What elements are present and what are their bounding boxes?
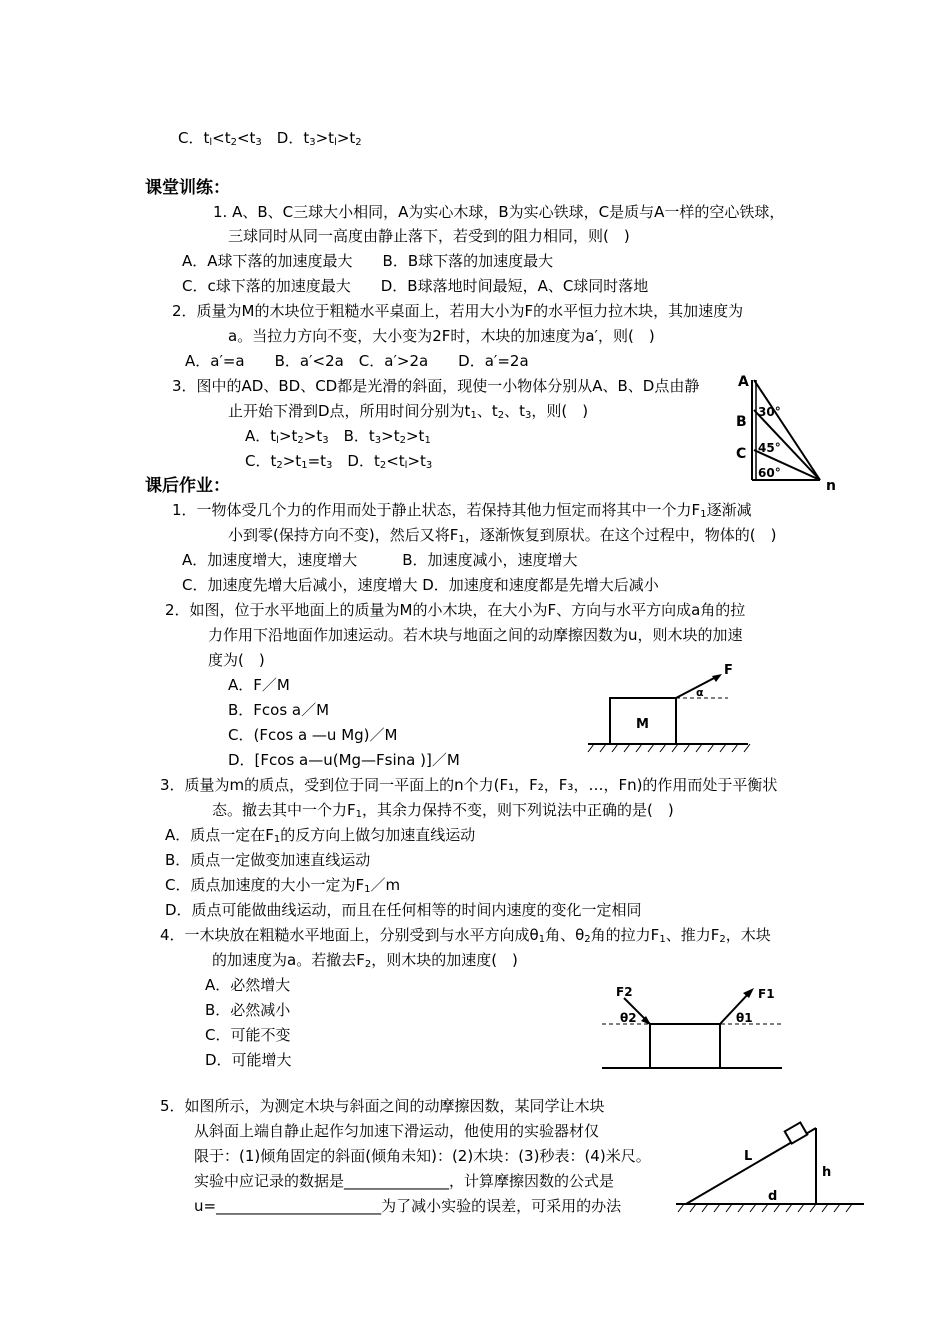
sub: 2 — [584, 934, 591, 945]
label-theta2: θ2 — [620, 1011, 637, 1025]
text: 角、θ — [545, 926, 585, 944]
text: >t — [282, 452, 302, 470]
text: 4．一木块放在粗糙水平地面上，分别受到与水平方向成θ — [160, 926, 539, 944]
question-text: u=______________________为了减小实验的误差，可采用的办法 — [194, 1197, 622, 1215]
angle-30: 30° — [758, 405, 781, 419]
incline-block-figure — [676, 1116, 866, 1220]
sub: 1 — [301, 460, 308, 471]
text: 角的拉力F — [590, 926, 660, 944]
text: >t — [278, 427, 298, 445]
answer-options: A．A球下落的加速度最大 B．B球下落的加速度最大 — [182, 252, 554, 270]
text: C．t — [178, 129, 210, 147]
sub: l — [334, 137, 337, 148]
text: >t — [405, 427, 425, 445]
answer-option — [165, 825, 475, 850]
question-text: 2．如图，位于水平地面上的质量为M的小木块，在大小为F、方向与水平方向成a角的拉 — [165, 601, 746, 619]
answer-option — [165, 875, 400, 900]
text: 小到零(保持方向不变)，然后又将F — [228, 526, 459, 544]
text: 逐渐减 — [706, 501, 752, 519]
sub: 3 — [326, 460, 333, 471]
block-label: M — [636, 717, 649, 732]
answer-option: C．(Fcos a —u Mg)／M — [228, 726, 398, 744]
text: C．质点加速度的大小一定为F — [165, 876, 365, 894]
question-text: 5．如图所示，为测定木块与斜面之间的动摩擦因数，某同学让木块 — [160, 1097, 605, 1115]
text: >t — [381, 427, 400, 445]
label-b: B — [736, 414, 747, 430]
sub: 1 — [364, 884, 371, 895]
question-text — [212, 800, 674, 825]
label-l: L — [744, 1149, 753, 1164]
question-text — [228, 525, 776, 550]
label-f1: F1 — [758, 987, 775, 1001]
sub: 3 — [425, 460, 433, 471]
label-d: d — [768, 1189, 778, 1204]
answer-option: D．可能增大 — [205, 1051, 292, 1069]
answer-options — [245, 451, 432, 476]
sub: 1 — [273, 834, 281, 845]
block-force-figure — [588, 660, 748, 760]
angle-label: α — [696, 686, 704, 699]
sub: l — [209, 137, 213, 148]
section-heading-classwork: 课堂训练： — [145, 178, 230, 198]
sub: 1 — [538, 934, 546, 945]
text: 1．一物体受几个力的作用而处于静止状态，若保持其他力恒定而将其中一个力F — [172, 501, 701, 519]
text: >t — [336, 129, 356, 147]
text: D．t — [261, 129, 310, 147]
question-text: 限于：(1)倾角固定的斜面(倾角未知)：(2)木块：(3)秒表：(4)米尺。 — [194, 1147, 651, 1165]
answer-option: B．质点一定做变加速直线运动 — [165, 851, 371, 869]
text: 的反方向上做匀加速直线运动 — [280, 826, 476, 844]
sub: 3 — [255, 137, 262, 148]
answer-option: B．必然减小 — [205, 1001, 291, 1019]
question-text: 实验中应记录的数据是______________，计算摩擦因数的公式是 — [194, 1172, 615, 1190]
sub: 2 — [379, 460, 387, 471]
incline-figure — [730, 370, 840, 494]
text: C．t — [245, 452, 277, 470]
sub: 1 — [458, 534, 465, 545]
angle-60: 60° — [758, 466, 781, 480]
answer-option: B．Fcos a／M — [228, 701, 330, 719]
label-c: C — [736, 446, 747, 462]
sub: 1 — [470, 410, 477, 421]
text: ，木块 — [725, 926, 771, 944]
text: 、t — [504, 402, 525, 420]
sub: l — [276, 435, 279, 446]
text: 、t — [476, 402, 498, 420]
text: 止开始下滑到D点，所用时间分别为t — [228, 402, 471, 420]
sub: 2 — [497, 410, 505, 421]
text: ，则木块的加速度( ) — [371, 951, 518, 969]
question-text — [228, 401, 588, 426]
question-text: 三球同时从同一高度由静止落下，若受到的阻力相同，则( ) — [228, 227, 630, 245]
sub: l — [404, 460, 408, 471]
answer-options: C．c球下落的加速度最大 D．B球落地时间最短，A、C球同时落地 — [182, 277, 649, 295]
answer-option: D．[Fcos a—u(Mg—Fsina )]／M — [228, 751, 460, 769]
answer-options: C．加速度先增大后减小，速度增大 D．加速度和速度都是先增大后减小 — [182, 576, 659, 594]
text: =t — [307, 452, 327, 470]
text: ，逐渐恢复到原状。在这个过程中，物体的( ) — [464, 526, 777, 544]
sub: 2 — [719, 934, 726, 945]
text: >t — [315, 129, 335, 147]
answer-option: A．F／M — [228, 676, 290, 694]
text: ／m — [370, 876, 401, 894]
top-answer-options — [178, 128, 362, 153]
force-label: F — [724, 663, 733, 678]
sub: 2 — [399, 435, 406, 446]
question-text: 从斜面上端自静止起作匀加速下滑运动，他使用的实验器材仅 — [194, 1122, 600, 1140]
question-text: 3．图中的AD、BD、CD都是光滑的斜面，现使一小物体分别从A、B、D点由静 — [172, 377, 700, 395]
text: >t — [407, 452, 426, 470]
text: D．t — [332, 452, 380, 470]
sub: 2 — [364, 959, 372, 970]
question-text: 度为( ) — [208, 651, 265, 669]
sub: 3 — [374, 435, 382, 446]
text: B．t — [328, 427, 375, 445]
label-theta1: θ1 — [736, 1011, 753, 1025]
sub: 2 — [297, 435, 304, 446]
sub: 3 — [309, 137, 316, 148]
two-force-figure — [602, 978, 782, 1074]
question-text: 3．质量为m的质点，受到位于同一平面上的n个力(F₁，F₂，F₃，…，Fn)的作用而处于平衡状 — [160, 776, 778, 794]
text: A．质点一定在F — [165, 826, 274, 844]
text: <t — [236, 129, 256, 147]
label-h: h — [822, 1165, 832, 1180]
label-d: n — [826, 478, 836, 494]
text: <t — [386, 452, 405, 470]
section-heading-homework: 课后作业： — [145, 476, 230, 496]
sub: 2 — [230, 137, 237, 148]
text: <t — [212, 129, 231, 147]
sub: 2 — [276, 460, 283, 471]
answer-option: D．质点可能做曲线运动，而且在任何相等的时间内速度的变化一定相同 — [165, 901, 642, 919]
question-text: a。当拉力方向不变，大小变为2F时，木块的加速度为a′，则( ) — [228, 327, 655, 345]
sub: 1 — [659, 934, 666, 945]
label-f2: F2 — [616, 985, 633, 999]
question-text — [160, 925, 771, 950]
sub: 2 — [355, 137, 362, 148]
question-text — [172, 500, 752, 525]
angle-45: 45° — [758, 441, 781, 455]
answer-options: A．加速度增大，速度增大 B．加速度减小，速度增大 — [182, 551, 578, 569]
sub: 1 — [424, 435, 431, 446]
sub: 1 — [700, 509, 707, 520]
question-text: 1. A、B、C三球大小相同，A为实心木球，B为实心铁球，C是质与A一样的空心铁球， — [213, 203, 785, 221]
sub: 3 — [524, 410, 532, 421]
text: 、推力F — [665, 926, 720, 944]
answer-options: A．a′=a B．a′<2a C．a′>2a D．a′=2a — [185, 352, 529, 370]
text: ，则( ) — [531, 402, 589, 420]
label-a: A — [738, 374, 749, 390]
sub: 3 — [322, 435, 329, 446]
question-text: 力作用下沿地面作加速运动。若木块与地面之间的动摩擦因数为u，则木块的加速 — [208, 626, 743, 644]
answer-options — [245, 426, 431, 451]
text: ，其余力保持不变，则下列说法中正确的是( ) — [362, 801, 674, 819]
text: A．t — [245, 427, 277, 445]
question-text: 2．质量为M的木块位于粗糙水平桌面上，若用大小为F的水平恒力拉木块，其加速度为 — [172, 302, 744, 320]
question-text — [212, 950, 518, 975]
text: >t — [303, 427, 323, 445]
text: 态。撤去其中一个力F — [212, 801, 356, 819]
sub: 1 — [355, 809, 363, 820]
answer-option: C．可能不变 — [205, 1026, 291, 1044]
text: 的加速度为a。若撤去F — [212, 951, 365, 969]
answer-option: A．必然增大 — [205, 976, 291, 994]
